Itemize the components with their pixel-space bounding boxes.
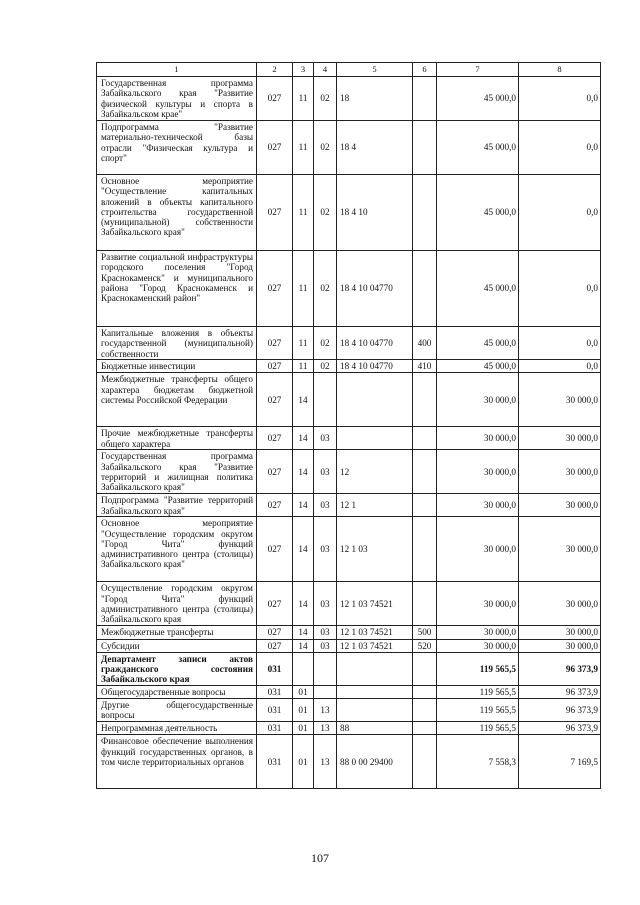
table-row [97,77,601,121]
cell-name: Межбюджетные трансферты общего характера бюджетам бюджетной системы Российской Федерации [97,373,257,427]
cell-ministry-code: 027 [257,517,293,582]
cell-amount-year1: 45 000,0 [437,251,519,327]
cell-ministry-code: 027 [257,251,293,327]
cell-amount-year1: 119 565,5 [437,685,519,698]
cell-name: Другие общегосударственные вопросы [97,699,257,722]
cell-expense-type [413,517,437,582]
cell-amount-year1: 45 000,0 [437,77,519,121]
cell-section: 14 [293,494,314,517]
cell-name: Субсидии [97,639,257,652]
cell-amount-year2: 30 000,0 [519,427,601,450]
table-row [97,626,601,639]
cell-subsection [314,652,337,685]
cell-subsection: 13 [314,735,337,789]
cell-target-article: 88 0 00 29400 [337,735,413,789]
column-number: 4 [314,63,337,77]
cell-target-article [337,652,413,685]
cell-ministry-code: 027 [257,373,293,427]
cell-target-article: 18 4 10 [337,175,413,251]
column-number: 7 [437,63,519,77]
cell-amount-year2: 7 169,5 [519,735,601,789]
page-number: 107 [311,851,329,865]
cell-amount-year2: 30 000,0 [519,639,601,652]
cell-subsection: 02 [314,175,337,251]
cell-amount-year2: 0,0 [519,121,601,175]
cell-name: Капитальные вложения в объекты государственной (муниципальной) собственности [97,327,257,360]
cell-amount-year2: 0,0 [519,327,601,360]
cell-expense-type: 400 [413,327,437,360]
table-row [97,652,601,685]
cell-amount-year2: 30 000,0 [519,373,601,427]
cell-target-article: 18 4 [337,121,413,175]
cell-target-article: 12 1 [337,494,413,517]
cell-amount-year2: 0,0 [519,251,601,327]
cell-expense-type [413,427,437,450]
cell-section: 11 [293,77,314,121]
cell-ministry-code: 031 [257,652,293,685]
cell-subsection [314,685,337,698]
cell-expense-type [413,652,437,685]
cell-ministry-code: 031 [257,685,293,698]
table-row [97,722,601,735]
cell-name: Основное мероприятие "Осуществление капитальных вложений в объекты капитального строительства государственной (муниципальной) собственности Забайкальского края" [97,175,257,251]
cell-name: Бюджетные инвестиции [97,360,257,373]
cell-amount-year2: 30 000,0 [519,582,601,626]
cell-name: Государственная программа Забайкальского края "Развитие территорий и жилищная политика Забайкальского края" [97,450,257,494]
cell-subsection: 02 [314,77,337,121]
cell-section: 01 [293,722,314,735]
column-number-row [97,63,601,77]
cell-amount-year2: 0,0 [519,360,601,373]
cell-amount-year2: 30 000,0 [519,626,601,639]
cell-expense-type [413,251,437,327]
cell-ministry-code: 027 [257,175,293,251]
cell-subsection: 02 [314,327,337,360]
cell-name: Подпрограмма "Развитие территорий Забайкальского края" [97,494,257,517]
cell-subsection: 03 [314,582,337,626]
column-number: 5 [337,63,413,77]
cell-ministry-code: 027 [257,121,293,175]
column-number: 2 [257,63,293,77]
cell-ministry-code: 027 [257,494,293,517]
cell-subsection: 03 [314,450,337,494]
cell-amount-year2: 96 373,9 [519,722,601,735]
cell-expense-type [413,121,437,175]
cell-amount-year1: 45 000,0 [437,121,519,175]
cell-section: 01 [293,735,314,789]
cell-section: 14 [293,626,314,639]
cell-amount-year1: 45 000,0 [437,327,519,360]
table-body [97,63,601,789]
budget-table [96,62,601,789]
cell-ministry-code: 027 [257,427,293,450]
cell-expense-type [413,77,437,121]
cell-amount-year1: 119 565,5 [437,699,519,722]
cell-target-article: 12 1 03 74521 [337,639,413,652]
column-number: 8 [519,63,601,77]
cell-ministry-code: 031 [257,699,293,722]
cell-expense-type: 520 [413,639,437,652]
cell-amount-year2: 96 373,9 [519,652,601,685]
cell-amount-year1: 30 000,0 [437,517,519,582]
cell-section: 14 [293,639,314,652]
table-row [97,175,601,251]
cell-expense-type [413,685,437,698]
cell-target-article: 18 4 10 04770 [337,360,413,373]
cell-target-article: 18 4 10 04770 [337,251,413,327]
cell-amount-year2: 30 000,0 [519,494,601,517]
cell-ministry-code: 027 [257,327,293,360]
cell-expense-type [413,450,437,494]
cell-amount-year1: 30 000,0 [437,494,519,517]
cell-ministry-code: 027 [257,582,293,626]
cell-expense-type [413,494,437,517]
cell-section: 14 [293,427,314,450]
cell-section: 14 [293,373,314,427]
cell-name: Общегосударственные вопросы [97,685,257,698]
cell-target-article: 12 1 03 [337,517,413,582]
cell-amount-year2: 0,0 [519,77,601,121]
cell-target-article: 12 [337,450,413,494]
cell-ministry-code: 027 [257,360,293,373]
cell-ministry-code: 027 [257,626,293,639]
cell-section: 11 [293,121,314,175]
table-row [97,685,601,698]
table-row [97,427,601,450]
cell-name: Осуществление городским округом "Город Чита" функций административного центра (столицы) Забайкальского края [97,582,257,626]
cell-expense-type: 500 [413,626,437,639]
cell-expense-type [413,735,437,789]
cell-target-article [337,427,413,450]
cell-subsection [314,373,337,427]
table-row [97,327,601,360]
column-number: 1 [97,63,257,77]
cell-name: Межбюджетные трансферты [97,626,257,639]
cell-target-article: 88 [337,722,413,735]
cell-subsection: 13 [314,722,337,735]
cell-name: Государственная программа Забайкальского края "Развитие физической культуры и спорта в Забайкальском крае" [97,77,257,121]
cell-subsection: 03 [314,639,337,652]
cell-name: Непрограммная деятельность [97,722,257,735]
cell-subsection: 03 [314,494,337,517]
cell-amount-year1: 30 000,0 [437,626,519,639]
column-number: 3 [293,63,314,77]
cell-subsection: 13 [314,699,337,722]
table-row [97,582,601,626]
cell-subsection: 03 [314,626,337,639]
cell-target-article [337,699,413,722]
table-row [97,639,601,652]
cell-ministry-code: 031 [257,722,293,735]
cell-amount-year1: 30 000,0 [437,427,519,450]
cell-target-article: 12 1 03 74521 [337,582,413,626]
cell-expense-type [413,582,437,626]
cell-name: Финансовое обеспечение выполнения функций государственных органов, в том числе территориальных органов [97,735,257,789]
cell-amount-year2: 96 373,9 [519,699,601,722]
cell-subsection: 02 [314,360,337,373]
cell-section: 01 [293,685,314,698]
cell-name: Подпрограмма "Развитие материально-технической базы отрасли "Физическая культура и спорт" [97,121,257,175]
table-row [97,373,601,427]
table-row [97,450,601,494]
cell-amount-year2: 30 000,0 [519,517,601,582]
cell-section: 14 [293,517,314,582]
cell-name: Прочие межбюджетные трансферты общего характера [97,427,257,450]
table-row [97,494,601,517]
cell-subsection: 03 [314,517,337,582]
cell-amount-year2: 30 000,0 [519,450,601,494]
cell-target-article: 18 4 10 04770 [337,327,413,360]
cell-expense-type [413,699,437,722]
table-row [97,251,601,327]
cell-target-article [337,373,413,427]
cell-amount-year2: 96 373,9 [519,685,601,698]
cell-ministry-code: 027 [257,77,293,121]
table-row [97,121,601,175]
cell-expense-type [413,373,437,427]
cell-amount-year1: 119 565,5 [437,652,519,685]
cell-amount-year1: 30 000,0 [437,450,519,494]
cell-section: 11 [293,175,314,251]
cell-ministry-code: 027 [257,450,293,494]
cell-amount-year2: 0,0 [519,175,601,251]
cell-section: 11 [293,327,314,360]
cell-subsection: 02 [314,121,337,175]
cell-section: 14 [293,582,314,626]
table-row [97,699,601,722]
cell-expense-type: 410 [413,360,437,373]
column-number: 6 [413,63,437,77]
cell-expense-type [413,722,437,735]
cell-amount-year1: 7 558,3 [437,735,519,789]
cell-ministry-code: 031 [257,735,293,789]
table-row [97,517,601,582]
cell-section: 01 [293,699,314,722]
cell-section: 11 [293,360,314,373]
cell-target-article: 12 1 03 74521 [337,626,413,639]
cell-name: Департамент записи актов гражданского состояния Забайкальского края [97,652,257,685]
cell-amount-year1: 45 000,0 [437,175,519,251]
cell-name: Развитие социальной инфраструктуры городского поселения "Город Краснокаменск" и муниципального района "Город Краснокаменск и Краснокаменский район" [97,251,257,327]
cell-section [293,652,314,685]
cell-amount-year1: 45 000,0 [437,360,519,373]
table-row [97,360,601,373]
cell-section: 11 [293,251,314,327]
cell-amount-year1: 119 565,5 [437,722,519,735]
cell-amount-year1: 30 000,0 [437,582,519,626]
cell-subsection: 03 [314,427,337,450]
cell-expense-type [413,175,437,251]
table-row [97,735,601,789]
cell-section: 14 [293,450,314,494]
cell-subsection: 02 [314,251,337,327]
cell-amount-year1: 30 000,0 [437,373,519,427]
cell-target-article [337,685,413,698]
cell-target-article: 18 [337,77,413,121]
cell-name: Основное мероприятие "Осуществление городским округом "Город Чита" функций административного центра (столицы) Забайкальского края" [97,517,257,582]
cell-ministry-code: 027 [257,639,293,652]
cell-amount-year1: 30 000,0 [437,639,519,652]
